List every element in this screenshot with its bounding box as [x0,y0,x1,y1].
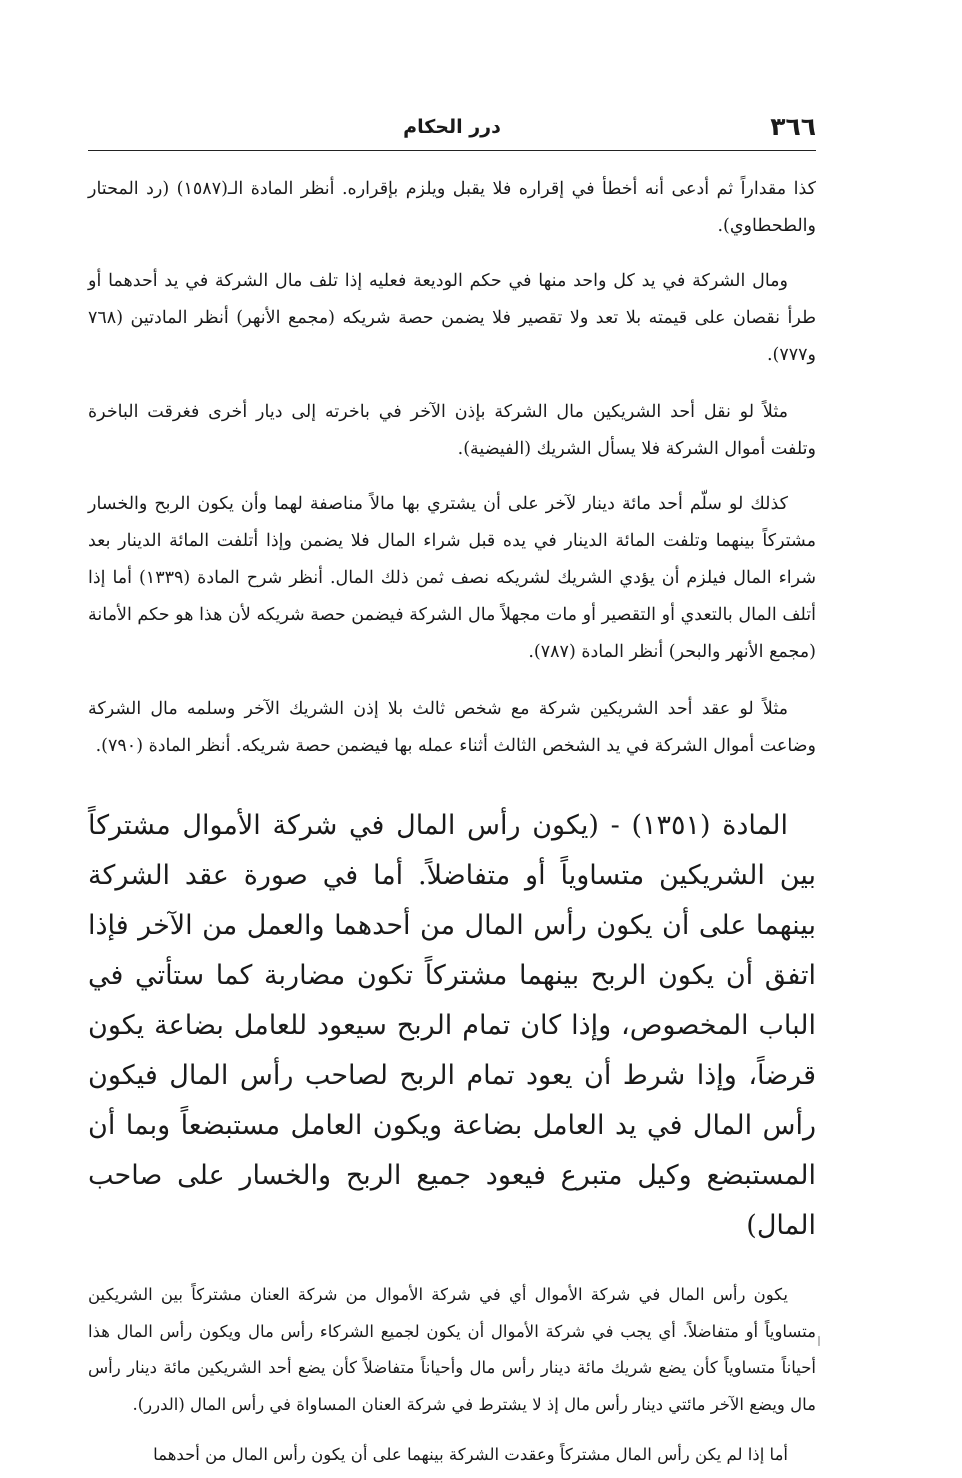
running-title: درر الحكام [403,116,501,138]
commentary-paragraph: أما إذا لم يكن رأس المال مشتركاً وعقدت الشركة بينهما على أن يكون رأس المال من أحدهما [153,1445,788,1464]
page-header [88,108,816,151]
article-text: المادة (١٣٥١) - (يكون رأس المال في شركة الأموال مشتركاً بين الشريكين متساوياً أو متفاضلاً. أما في صورة عقد الشركة بينهما على أن يكون رأس المال من أحدهما والعمل من الآخر فإذا اتفق أن يكون الربح بينهما مشتركاً تكون مضاربة كما ستأتي في الباب المخصوص، وإذا كان تمام الربح سيعود للعامل بضاعة يكون قرضاً، وإذا شرط أن يعود تمام الربح لصاحب رأس المال فيكون رأس المال في يد العامل بضاعة ويكون العامل مستبضعاً وبما أن المستبضع وكيل متبرع فيعود جميع الربح والخسار على صاحب المال) [88,810,817,1241]
paragraph: مثلاً لو عقد أحد الشريكين شركة مع شخص ثالث بلا إذن الشريك الآخر وسلمه مال الشركة وضاعت أموال الشركة في يد الشخص الثالث أثناء عمله بها فيضمن حصة شريكه. أنظر المادة (٧٩٠). [88,699,816,756]
margin-mark [818,1336,820,1346]
commentary-paragraph: يكون رأس المال في شركة الأموال أي في شركة الأموال من شركة العنان مشتركاً بين الشريكين متساوياً أو متفاضلاً. أي يجب في شركة الأموال أن يكون لجميع الشركاء رأس مال ويكون رأس المال هذا أحياناً متساوياً كأن يضع شريك مائة دينار رأس مال وأحياناً متفاضلاً كأن يضع أحد الشريكين مائة دينار رأس مال ويضع الآخر مائتي دينار رأس مال إذ لا يشترط في شركة العنان المساواة في رأس المال (الدرر). [88,1285,816,1414]
page-number: ٣٦٦ [770,112,816,141]
paragraph: مثلاً لو نقل أحد الشريكين مال الشركة بإذن الآخر في باخرته إلى ديار أخرى فغرقت الباخرة وتلفت أموال الشركة فلا يسأل الشريك (الفيضية). [88,402,816,459]
document-page [88,108,816,1474]
paragraph: ومال الشركة في يد كل واحد منها في حكم الوديعة فعليه إذا تلف مال الشركة في يد أحدهما أو طرأ نقصان على قيمته بلا تعد ولا تقصير فلا يضمن حصة شريكه (مجمع الأنهر) أنظر المادتين (٧٦٨ و٧٧٧). [88,271,816,365]
paragraph: كذا مقداراً ثم أدعى أنه أخطأ في إقراره فلا يقبل ويلزم بإقراره. أنظر المادة الـ(١٥٨٧) (رد المحتار والطحطاوي). [88,179,816,236]
paragraph: كذلك لو سلّم أحد مائة دينار لآخر على أن يشتري بها مالاً مناصفة لهما وأن يكون الربح والخسار مشتركاً بينهما وتلفت المائة الدينار في يده قبل شراء المال فلا يضمن وإذا أتلفت المائة الدينار بعد شراء المال فيلزم أن يؤدي الشريك لشريكه نصف ثمن ذلك المال. أنظر شرح المادة (١٣٣٩) أما إذا أتلف المال بالتعدي أو التقصير أو مات مجهلاً مال الشركة فيضمن حصة شريكه لأن هذا هو حكم الأمانة (مجمع الأنهر والبحر) أنظر المادة (٧٨٧). [88,494,816,662]
